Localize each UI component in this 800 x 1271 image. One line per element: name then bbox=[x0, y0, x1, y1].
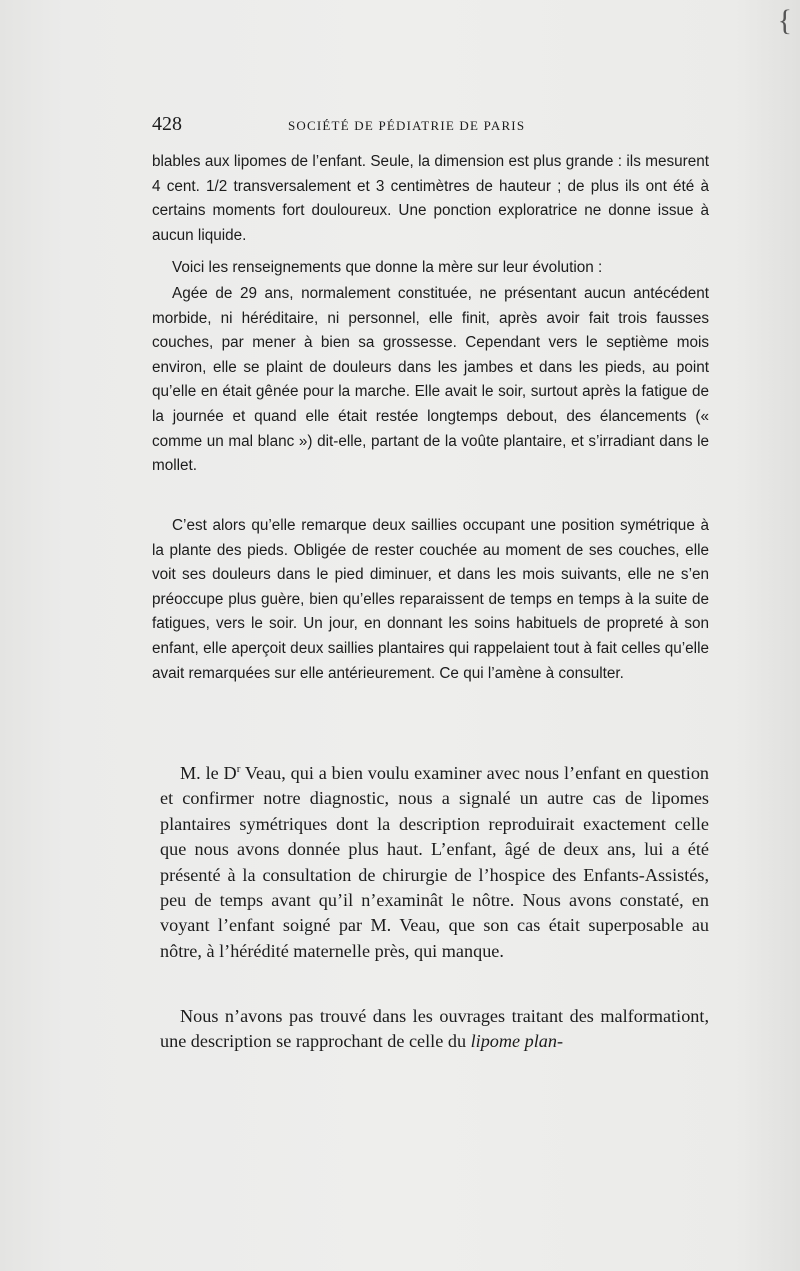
dr-veau-text-rest: Veau, qui a bien voulu examiner avec nous l’enfant en question et confirmer notre diagnostic, nous a signalé un autre cas de lipomes plantaires symétriques dont la description reproduirait exactement celle que nous avons donnée plus haut. L’enfant, âgé de deux ans, lui a été présenté à la consultation de chirurgie de l’hospice des Enfants-Assistés, peu de temps avant qu’il n’examinât le nôtre. Nous avons constaté, en voyant l’enfant soigné par M. Veau, que son cas était superposable au nôtre, à l’hérédité maternelle près, qui manque. bbox=[160, 763, 710, 961]
paragraph-dr-veau bbox=[160, 761, 709, 964]
page-edge-mark: { bbox=[777, 4, 792, 37]
doctor-superscript: r bbox=[236, 762, 241, 775]
paragraph-evolution-intro: Voici les renseignements que donne la mère sur leur évolution : bbox=[172, 259, 603, 276]
paragraph-literature bbox=[160, 1004, 709, 1055]
running-title: SOCIÉTÉ DE PÉDIATRIE DE PARIS bbox=[288, 118, 526, 133]
paragraph-mother-history: Agée de 29 ans, normalement constituée, ne présentant aucun antécédent morbide, ni héréditaire, ni personnel, elle finit, après avoir fait trois fausses couches, par mener à bien sa grossesse. Cependant vers le septième mois environ, elle se plaint de douleurs dans les jambes et dans les pieds, au point qu’elle en était gênée pour la marche. Elle avait le soir, surtout après la fatigue de la journée et quand elle était restée longtemps debout, des élancements (« comme un mal blanc ») dit-elle, partant de la voûte plantaire, et s’irradiant dans le mollet. bbox=[152, 285, 709, 475]
paragraph-symmetric-saillies: C’est alors qu’elle remarque deux saillies occupant une position symétrique à la plante des pieds. Obligée de rester couchée au moment de ses couches, elle voit ses douleurs dans le pied diminuer, et dans les mois suivants, elle ne s’en préoccupe plus guère, bien qu’elles reparaissent de temps en temps à la suite de fatigues, vers le soir. Un jour, en donnant les soins habituels de propreté à son enfant, elle aperçoit deux saillies plantaires qui rappelaient tout à fait celles qu’elle avait remarquées sur elle antérieurement. Ce qui l’amène à consulter. bbox=[152, 517, 709, 682]
dr-veau-text-start: M. le D bbox=[180, 763, 237, 783]
page-number: 428 bbox=[152, 113, 182, 135]
page-header bbox=[152, 113, 712, 143]
literature-text: Nous n’avons pas trouvé dans les ouvrages traitant des malformationt, une description se rapprochant de celle du bbox=[160, 1006, 709, 1052]
italic-term: lipome plan- bbox=[470, 1031, 564, 1052]
paragraph-continuation: blables aux lipomes de l’enfant. Seule, la dimension est plus grande : ils mesurent 4 cent. 1/2 transversalement et 3 centimètres de hauteur ; de plus ils ont été à certains moments fort douloureux. Une ponction exploratrice ne donne issue à aucun liquide. bbox=[152, 153, 709, 244]
